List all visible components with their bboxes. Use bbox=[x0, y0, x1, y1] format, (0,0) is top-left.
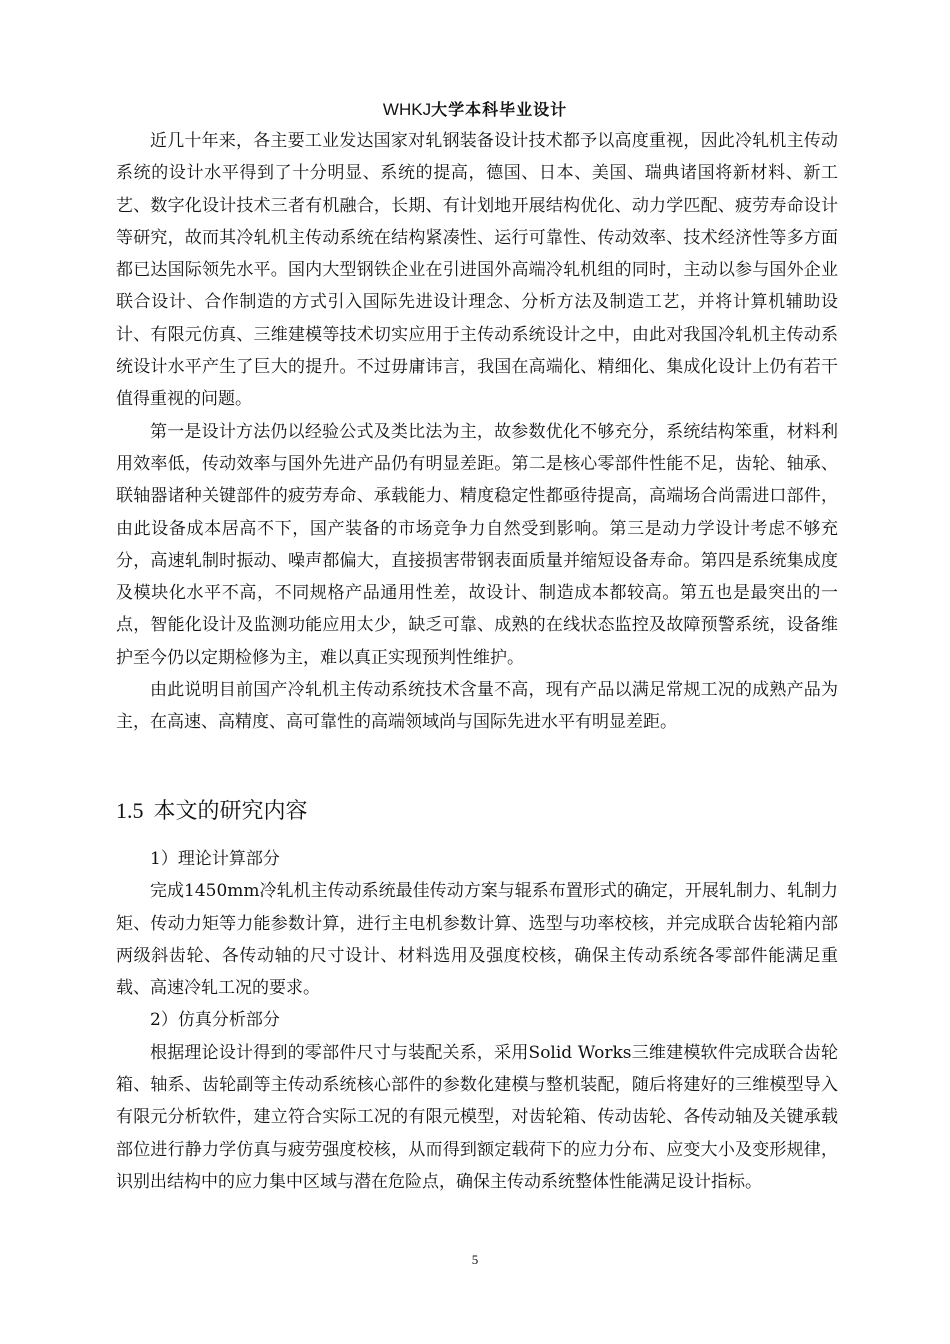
subsection-label: 1）理论计算部分 bbox=[150, 849, 280, 869]
paragraph: 根据理论设计得到的零部件尺寸与装配关系，采用Solid Works三维建模软件完成联合齿轮箱、轴系、齿轮副等主传动系统核心部件的参数化建模与整机装配，随后将建好的三维模型导入有限元分析软件，建立符合实际工况的有限元模型，对齿轮箱、传动齿轮、各传动轴及关键承载部位进行静力学仿真与疲劳强度校核，从而得到额定载荷下的应力分布、应变大小及变形规律，识别出结构中的应力集中区域与潜在危险点，确保主传动系统整体性能满足设计指标。 bbox=[116, 1042, 838, 1192]
paragraph: 近几十年来，各主要工业发达国家对轧钢装备设计技术都予以高度重视，因此冷轧机主传动系统的设计水平得到了十分明显、系统的提高，德国、日本、美国、瑞典诸国将新材料、新工艺、数字化设计技术三者有机融合，长期、有计划地开展结构优化、动力学匹配、疲劳寿命设计等研究，故而其冷轧机主传动系统在结构紧凑性、运行可靠性、传动效率、技术经济性等多方面都已达国际领先水平。国内大型钢铁企业在引进国外高端冷轧机组的同时，主动以参与国外企业联合设计、合作制造的方式引入国际先进设计理念、分析方法及制造工艺，并将计算机辅助设计、有限元仿真、三维建模等技术切实应用于主传动系统设计之中，由此对我国冷轧机主传动系统设计水平产生了巨大的提升。不过毋庸讳言，我国在高端化、精细化、集成化设计上仍有若干值得重视的问题。 bbox=[116, 131, 838, 410]
paragraph: 完成1450mm冷轧机主传动系统最佳传动方案与辊系布置形式的确定，开展轧制力、轧制力矩、传动力矩等力能参数计算，进行主电机参数计算、选型与功率校核，并完成联合齿轮箱内部两级斜齿轮、各传动轴的尺寸设计、材料选用及强度校核，确保主传动系统各零部件能满足重载、高速冷轧工况的要求。 bbox=[116, 881, 838, 999]
body-top bbox=[116, 125, 838, 739]
paragraph: 由此说明目前国产冷轧机主传动系统技术含量不高，现有产品以满足常规工况的成熟产品为主，在高速、高精度、高可靠性的高端领域尚与国际先进水平有明显差距。 bbox=[116, 680, 838, 733]
section-title: 本文的研究内容 bbox=[153, 799, 308, 824]
subsection-label: 2）仿真分析部分 bbox=[150, 1010, 280, 1031]
header-title: 大学本科毕业设计 bbox=[431, 100, 568, 119]
paragraph: 第一是设计方法仍以经验公式及类比法为主，故参数优化不够充分，系统结构笨重，材料利用效率低，传动效率与国外先进产品仍有明显差距。第二是核心零部件性能不足，齿轮、轴承、联轴器诸种关键部件的疲劳寿命、承载能力、精度稳定性都亟待提高，高端场合尚需进口部件，由此设备成本居高不下，国产装备的市场竞争力自然受到影响。第三是动力学设计考虑不够充分，高速轧制时振动、噪声都偏大，直接损害带钢表面质量并缩短设备寿命。第四是系统集成度及模块化水平不高，不同规格产品通用性差，故设计、制造成本都较高。第五也是最突出的一点，智能化设计及监测功能应用太少，缺乏可靠、成熟的在线状态监控及故障预警系统，设备维护至今仍以定期检修为主，难以真正实现预判性维护。 bbox=[116, 421, 838, 668]
section-number: 1.5 bbox=[116, 798, 144, 823]
page-header bbox=[0, 98, 950, 122]
header-latin: WHKJ bbox=[382, 100, 432, 119]
section-heading bbox=[116, 795, 308, 828]
body-bottom bbox=[116, 843, 838, 1198]
page-number: 5 bbox=[471, 1252, 479, 1267]
